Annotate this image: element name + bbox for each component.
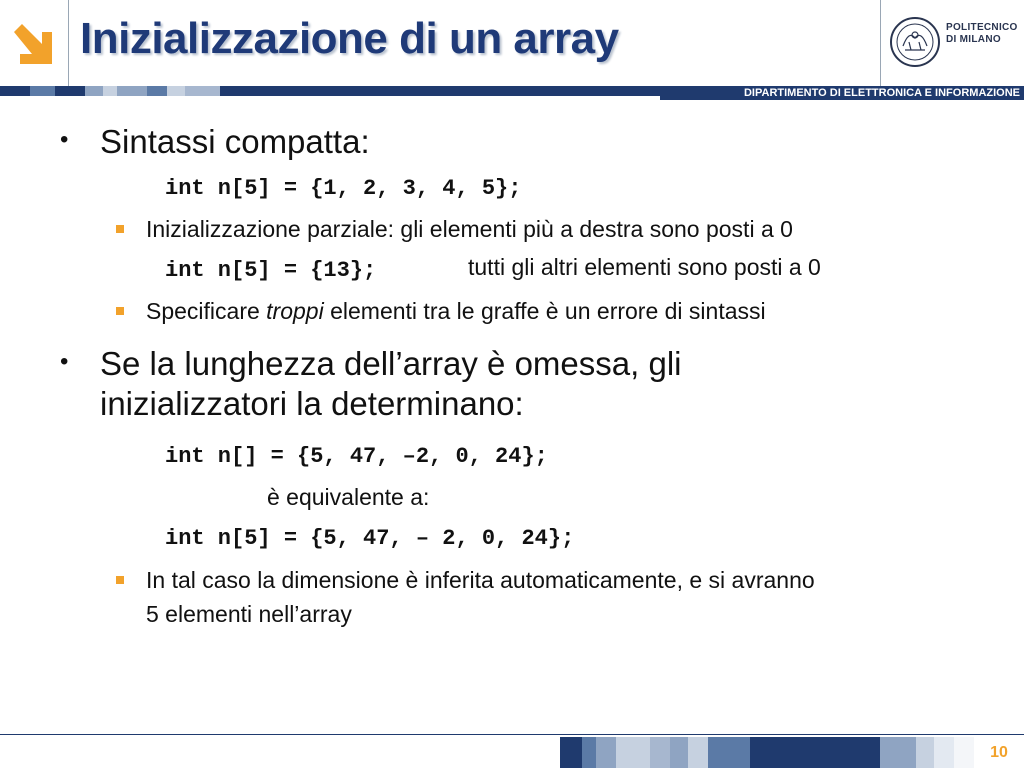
bullet-dot: •	[60, 348, 69, 375]
sub-bullet-text	[146, 563, 815, 631]
slide-title: Inizializzazione di un array	[80, 14, 619, 63]
slide-header	[0, 0, 1024, 100]
header-stripe-bar	[0, 86, 660, 96]
code-line: int n[5] = {5, 47, – 2, 0, 24};	[165, 526, 575, 551]
orange-square-bullet	[116, 225, 124, 233]
text-segment: elementi tra le graffe è un errore di sintassi	[323, 298, 766, 324]
bullet-line: inizializzatori la determinano:	[100, 385, 524, 422]
bullet-dot: •	[60, 126, 69, 153]
code-line: int n[] = {5, 47, –2, 0, 24};	[165, 444, 548, 469]
header-divider	[68, 0, 69, 86]
code-line: int n[5] = {13};	[165, 258, 377, 283]
arrow-icon	[6, 18, 60, 72]
sub-bullet-line: 5 elementi nell’array	[146, 601, 352, 627]
logo-line: POLITECNICO	[946, 22, 1018, 33]
sub-bullet-text: Inizializzazione parziale: gli elementi più a destra sono posti a 0	[146, 216, 793, 242]
bullet-text	[100, 344, 681, 424]
footer-divider	[0, 734, 1024, 735]
bullet-line: Se la lunghezza dell’array è omessa, gli	[100, 345, 682, 382]
code-note: tutti gli altri elementi sono posti a 0	[468, 254, 821, 280]
page-number: 10	[990, 744, 1008, 761]
code-line: int n[5] = {1, 2, 3, 4, 5};	[165, 176, 522, 201]
bullet-text: Sintassi compatta:	[100, 123, 370, 160]
sub-bullet-text	[146, 294, 766, 328]
politecnico-logo-text	[946, 22, 1018, 46]
orange-square-bullet	[116, 576, 124, 584]
text-segment: Specificare	[146, 298, 267, 324]
department-name: DIPARTIMENTO DI ELETTRONICA E INFORMAZIONE	[743, 87, 1020, 99]
footer-stripe-bar	[560, 737, 974, 768]
sub-bullet-line: In tal caso la dimensione è inferita automaticamente, e si avranno	[146, 567, 815, 593]
orange-square-bullet	[116, 307, 124, 315]
logo-line: DI MILANO	[946, 34, 1001, 45]
equivalence-text: è equivalente a:	[267, 484, 430, 510]
emphasis-text: troppi	[266, 298, 324, 324]
politecnico-seal-logo	[889, 16, 941, 68]
header-divider	[880, 0, 881, 86]
